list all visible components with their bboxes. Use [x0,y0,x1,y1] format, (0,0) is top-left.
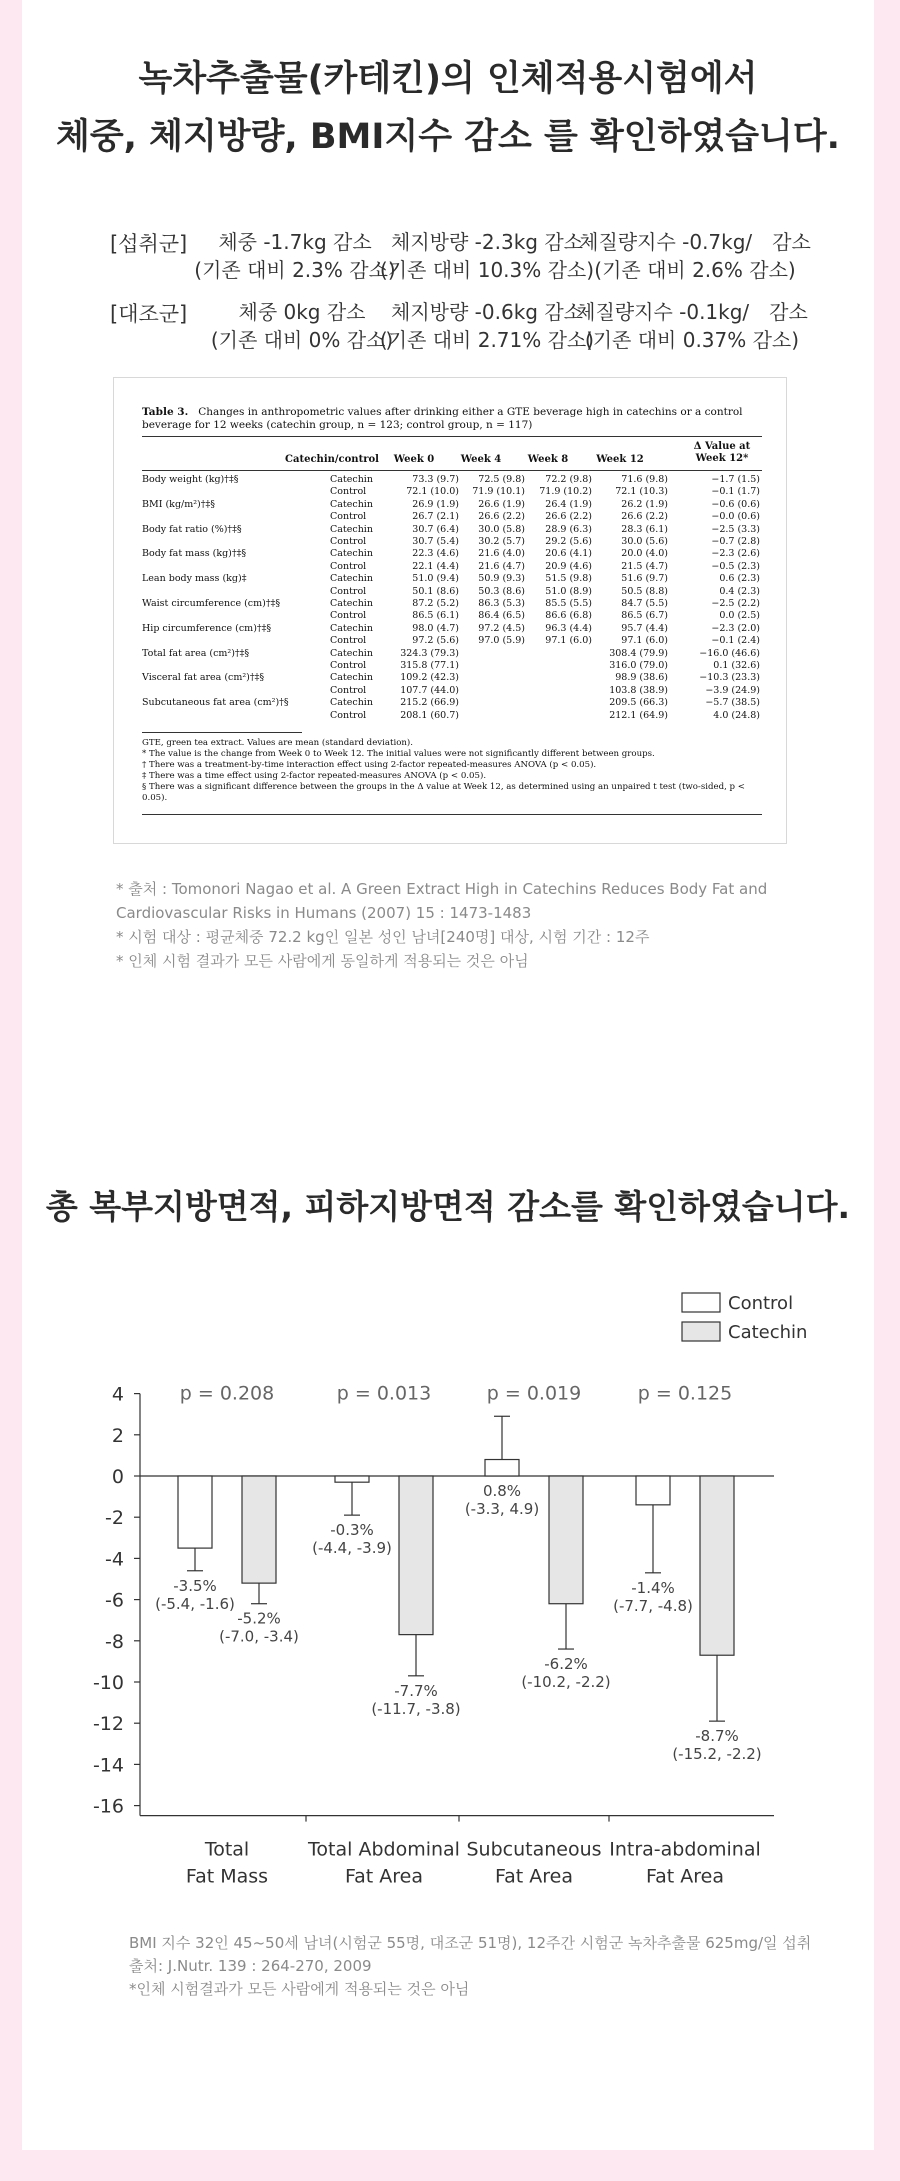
table-cell-w12: 98.9 (38.6) [615,672,668,684]
table-cell-w12: 209.5 (66.3) [609,697,668,709]
bar-control [335,1476,369,1482]
data-label-value: -0.3% [330,1521,374,1540]
table-cell-group: Control [330,660,367,671]
table-cell-w12: 72.1 (10.3) [615,486,668,498]
summary-line: 체지방량 -2.3kg 감소 [391,230,583,254]
data-label-value: -6.2% [544,1655,588,1674]
table-cell-measure: Body fat mass (kg)†‡§ [142,548,247,560]
note-line: Cardiovascular Risks in Humans (2007) 15 : 1473-1483 [116,904,532,922]
table-cell-group: Catechin [330,598,373,609]
table-cell-group: Catechin [330,523,373,535]
data-label-value: -1.4% [631,1578,675,1597]
table-cell-w4: 86.3 (5.3) [478,598,525,609]
table-cell-measure: Total fat area (cm²)†‡§ [142,647,250,659]
table-cell-w12: 103.8 (38.9) [609,684,668,696]
table-cell-w12: 84.7 (5.5) [621,598,668,609]
data-label-ci: (-7.7, -4.8) [613,1596,693,1615]
table-header: Week 4 [460,454,502,465]
table-cell-group: Control [330,536,367,547]
table-cell-group: Control [330,560,367,572]
table-cell-w12: 21.5 (4.7) [621,560,668,572]
table-cell-delta: −10.3 (23.3) [699,672,760,684]
table-cell-delta: −3.9 (24.9) [705,684,760,696]
y-tick-label: -4 [105,1548,124,1571]
bar-catechin [700,1476,734,1655]
table-cell-w0: 86.5 (6.1) [412,610,459,622]
table-cell-delta: −0.7 (2.8) [711,536,760,547]
table-cell-w0: 30.7 (6.4) [412,523,459,535]
table-cell-w12: 212.1 (64.9) [609,709,668,721]
table-cell-group: Control [330,684,367,696]
bar-catechin [242,1476,276,1583]
category-label: Fat Area [494,1865,574,1888]
y-tick-label: 2 [111,1424,124,1447]
table-cell-w0: 50.1 (8.6) [412,585,459,597]
bar-catechin [549,1476,583,1604]
summary-line: 체질량지수 -0.1kg/ 감소 [576,300,808,324]
table-cell-group: Control [330,635,367,647]
table-cell-delta: −5.7 (38.5) [705,697,760,709]
legend-label: Catechin [728,1322,808,1343]
data-label-value: -5.2% [237,1609,281,1628]
table-cell-delta: −0.6 (0.6) [711,498,760,510]
table-cell-group: Control [330,585,367,597]
summary-line: (기존 대비 0% 감소) [210,328,394,352]
legend-swatch-control [682,1293,720,1312]
table-footnote: GTE, green tea extract. Values are mean (standard deviation). [142,738,413,748]
table-footnote: ‡ There was a time effect using 2-factor repeated-measures ANOVA (p < 0.05). [142,771,487,781]
table-cell-group: Catechin [330,573,373,585]
category-label: Fat Area [645,1865,725,1888]
y-tick-label: -14 [92,1754,124,1777]
table-header: Catechin/control [285,454,379,465]
table-cell-w12: 50.5 (8.8) [621,585,668,597]
table-cell-delta: 0.6 (2.3) [719,573,760,585]
table-cell-w8: 26.4 (1.9) [545,498,592,510]
table-cell-w4: 50.3 (8.6) [478,585,525,597]
table-cell-measure: Visceral fat area (cm²)†‡§ [142,672,265,684]
y-tick-label: -12 [92,1713,124,1736]
table-cell-w8: 71.9 (10.2) [539,486,592,498]
bar-control [178,1476,212,1548]
y-tick-label: -10 [92,1672,124,1694]
data-label-ci: (-10.2, -2.2) [521,1673,611,1692]
table-cell-w4: 26.6 (2.2) [478,511,525,523]
table-cell-delta: −0.1 (1.7) [711,486,760,498]
table-cell-delta: −16.0 (46.6) [699,647,760,659]
table-cell-w4: 97.2 (4.5) [478,622,525,634]
table-header: Δ Value at Week 12* [693,441,751,464]
summary-line: 체중 0kg 감소 [238,300,366,324]
summary-line: 체중 -1.7kg 감소 [218,230,372,254]
table-cell-w0: 107.7 (44.0) [400,684,459,696]
note-line: BMI 지수 32인 45~50세 남녀(시험군 55명, 대조군 51명), 12주간 시험군 녹차추출물 625mg/일 섭취 [129,1934,812,1952]
p-value-label: p = 0.125 [637,1382,733,1405]
bar-control [636,1476,670,1505]
headline-2-text: 총 복부지방면적, 피하지방면적 감소를 확인하였습니다. [45,1187,851,1226]
y-tick-label: -16 [92,1795,124,1818]
table-cell-w0: 87.2 (5.2) [412,598,459,609]
table-cell-w0: 208.1 (60.7) [400,709,459,721]
table-cell-measure: Body fat ratio (%)†‡§ [142,523,242,535]
summary-line: (기존 대비 0.37% 감소) [584,328,800,352]
table-cell-w0: 97.2 (5.6) [412,635,459,647]
table-cell-measure: Hip circumference (cm)†‡§ [142,622,272,634]
table-cell-w12: 86.5 (6.7) [621,610,668,622]
table-cell-w4: 86.4 (6.5) [478,610,525,622]
table-cell-group: Control [330,486,367,498]
note-line: * 출처 : Tomonori Nagao et al. A Green Extract High in Catechins Reduces Body Fat and [116,880,768,898]
data-label-ci: (-3.3, 4.9) [464,1500,540,1518]
table-cell-w4: 21.6 (4.7) [478,560,525,572]
note-line: 출처: J.Nutr. 139 : 264-270, 2009 [129,1957,372,1975]
table-cell-w4: 97.0 (5.9) [478,635,525,647]
table-header: Week 8 [527,454,569,465]
summary-line: (기존 대비 2.71% 감소) [379,328,595,352]
table-caption-text: Changes in anthropometric values after drinking either a GTE beverage high in catechins or a control beverage for 12 weeks (catechin group, n = 123; control group, n = 117) [142,406,743,431]
page-panel [22,0,874,2150]
summary-line: (기존 대비 10.3% 감소) [379,258,595,282]
table-cell-measure: Waist circumference (cm)†‡§ [142,598,281,609]
data-label-ci: (-15.2, -2.2) [672,1745,762,1764]
table-cell-delta: 0.0 (2.5) [719,610,760,622]
data-label-value: -7.7% [394,1681,438,1700]
summary-line: 체질량지수 -0.7kg/ 감소 [579,230,811,254]
category-label: Fat Area [344,1865,424,1888]
category-label: Subcutaneous [466,1838,602,1861]
table-cell-group: Catechin [330,647,373,659]
table-cell-delta: 0.4 (2.3) [719,585,760,597]
data-label-value: -8.7% [695,1727,739,1746]
table-cell-w8: 97.1 (6.0) [545,635,592,647]
summary-control-label: [대조군] [110,302,188,326]
table-cell-measure: Body weight (kg)†‡§ [142,474,239,485]
table-cell-w8: 51.0 (8.9) [545,585,592,597]
table-cell-delta: −0.0 (0.6) [711,511,760,523]
table-cell-group: Control [330,511,367,523]
table-cell-w12: 26.6 (2.2) [621,511,668,523]
note-line: * 인체 시험 결과가 모든 사람에게 동일하게 적용되는 것은 아님 [116,952,529,970]
table-cell-delta: −1.7 (1.5) [711,474,760,485]
table-cell-w12: 26.2 (1.9) [621,498,668,510]
table-cell-delta: −2.5 (2.2) [711,598,760,609]
table-cell-group: Catechin [330,622,373,634]
table-cell-w0: 26.7 (2.1) [412,511,459,523]
data-label-value: 0.8% [482,1482,522,1500]
table-cell-delta: −2.3 (2.0) [711,622,760,634]
y-tick-label: -2 [105,1507,124,1530]
p-value-label: p = 0.013 [336,1382,432,1405]
data-label-ci: (-4.4, -3.9) [312,1539,392,1558]
table-cell-w0: 22.3 (4.6) [412,548,459,560]
table-cell-w12: 308.4 (79.9) [609,647,668,659]
summary-line: (기존 대비 2.3% 감소) [194,258,396,282]
table-cell-w0: 51.0 (9.4) [412,573,459,585]
headline-1-line-1: 녹차추출물(카테킨)의 인체적용시험에서 [138,59,758,99]
table-footnote: † There was a treatment-by-time interaction effect using 2-factor repeated-measures ANOVA (p < 0.05). [142,760,597,770]
table-footnote: * The value is the change from Week 0 to Week 12. The initial values were not significantly different between groups. [142,749,655,759]
table-cell-w0: 30.7 (5.4) [412,536,459,547]
p-value-label: p = 0.208 [179,1382,275,1405]
table-cell-delta: −0.5 (2.3) [711,560,760,572]
table-cell-w8: 85.5 (5.5) [545,598,592,609]
table-cell-w8: 96.3 (4.4) [545,622,592,634]
table-cell-group: Catechin [330,697,373,709]
table-cell-w4: 21.6 (4.0) [478,548,525,560]
table-cell-group: Catechin [330,474,373,485]
table-cell-measure: BMI (kg/m²)†‡§ [142,498,215,510]
table-cell-w12: 20.0 (4.0) [621,548,668,560]
table-cell-w12: 71.6 (9.8) [621,474,668,485]
table-cell-w0: 26.9 (1.9) [412,498,459,510]
summary-intake-label: [섭취군] [110,232,188,256]
table-cell-w0: 324.3 (79.3) [400,647,459,659]
table-footnote: § There was a significant difference between the groups in the Δ value at Week 12, as determined using an unpaired t test (two-sided, p < 0.05). [142,782,745,803]
summary-line: (기존 대비 2.6% 감소) [594,258,796,282]
table-cell-group: Catechin [330,498,373,510]
table-cell-w8: 26.6 (2.2) [545,511,592,523]
legend-swatch-catechin [682,1322,720,1341]
headline-1-line-2: 체중, 체지방량, BMI지수 감소 를 확인하였습니다. [56,117,840,157]
table-cell-w4: 72.5 (9.8) [478,474,525,485]
fat-area-bar-chart [22,0,874,1920]
table-cell-w8: 51.5 (9.8) [545,573,592,585]
category-label: Fat Mass [185,1865,269,1888]
table-cell-w4: 71.9 (10.1) [472,486,525,498]
table-cell-delta: 0.1 (32.6) [713,660,760,671]
table-cell-w4: 30.2 (5.7) [478,536,525,547]
table-cell-measure: Subcutaneous fat area (cm²)†§ [142,697,289,709]
table-cell-delta: −2.5 (3.3) [711,523,760,535]
y-tick-label: -8 [105,1630,124,1653]
y-tick-label: -6 [105,1589,124,1612]
data-label-ci: (-5.4, -1.6) [155,1594,235,1613]
p-value-label: p = 0.019 [486,1382,582,1405]
table-cell-w4: 26.6 (1.9) [478,498,525,510]
data-label-ci: (-11.7, -3.8) [371,1699,461,1718]
data-label-value: -3.5% [173,1576,217,1595]
table-cell-w0: 98.0 (4.7) [412,622,459,634]
table-cell-w0: 215.2 (66.9) [400,697,459,709]
source-notes-2 [129,1932,811,2001]
table-cell-w8: 28.9 (6.3) [545,523,592,535]
table-cell-group: Control [330,709,367,721]
table-cell-w0: 109.2 (42.3) [400,672,459,684]
y-tick-label: 4 [111,1383,124,1406]
table-cell-delta: −2.3 (2.6) [711,548,760,560]
y-tick-label: 0 [111,1466,124,1488]
bar-catechin [399,1476,433,1635]
table-cell-measure: Lean body mass (kg)‡ [142,573,247,585]
bar-control [485,1460,519,1476]
table-cell-w8: 20.6 (4.1) [545,548,592,560]
table-cell-group: Catechin [330,672,373,684]
table-cell-group: Catechin [330,548,373,560]
data-label-ci: (-7.0, -3.4) [219,1627,299,1646]
note-line: * 시험 대상 : 평균체중 72.2 kg인 일본 성인 남녀[240명] 대상, 시험 기간 : 12주 [116,928,650,946]
table-cell-w0: 72.1 (10.0) [406,486,459,498]
table-cell-w8: 86.6 (6.8) [545,610,592,622]
table-cell-w4: 30.0 (5.8) [478,523,525,535]
table-cell-w12: 316.0 (79.0) [609,660,668,671]
table-cell-w8: 72.2 (9.8) [545,474,592,485]
table-cell-w12: 97.1 (6.0) [621,635,668,647]
table-cell-w12: 51.6 (9.7) [621,573,668,585]
table-cell-group: Control [330,610,367,622]
table-cell-w8: 20.9 (4.6) [545,560,592,572]
summary-line: 체지방량 -0.6kg 감소 [391,300,583,324]
table-cell-delta: −0.1 (2.4) [711,635,760,647]
table-header: Week 0 [393,454,435,465]
table-cell-w8: 29.2 (5.6) [545,536,592,547]
table-cell-delta: 4.0 (24.8) [713,709,760,721]
table-cell-w4: 50.9 (9.3) [478,573,525,585]
category-label: Total Abdominal [308,1838,460,1861]
legend-label: Control [728,1293,794,1314]
table-cell-w12: 95.7 (4.4) [621,622,668,634]
table-caption-label: Table 3. [142,406,189,418]
note-line: *인체 시험결과가 모든 사람에게 적용되는 것은 아님 [129,1980,470,1998]
table-cell-w12: 30.0 (5.6) [621,536,668,547]
table-cell-w12: 28.3 (6.1) [621,523,668,535]
table-cell-w0: 22.1 (4.4) [412,560,459,572]
table-cell-w0: 315.8 (77.1) [400,660,459,671]
category-label: Total [204,1838,250,1861]
table-cell-w0: 73.3 (9.7) [412,474,459,485]
table-header: Week 12 [596,454,644,465]
category-label: Intra-abdominal [609,1838,761,1861]
